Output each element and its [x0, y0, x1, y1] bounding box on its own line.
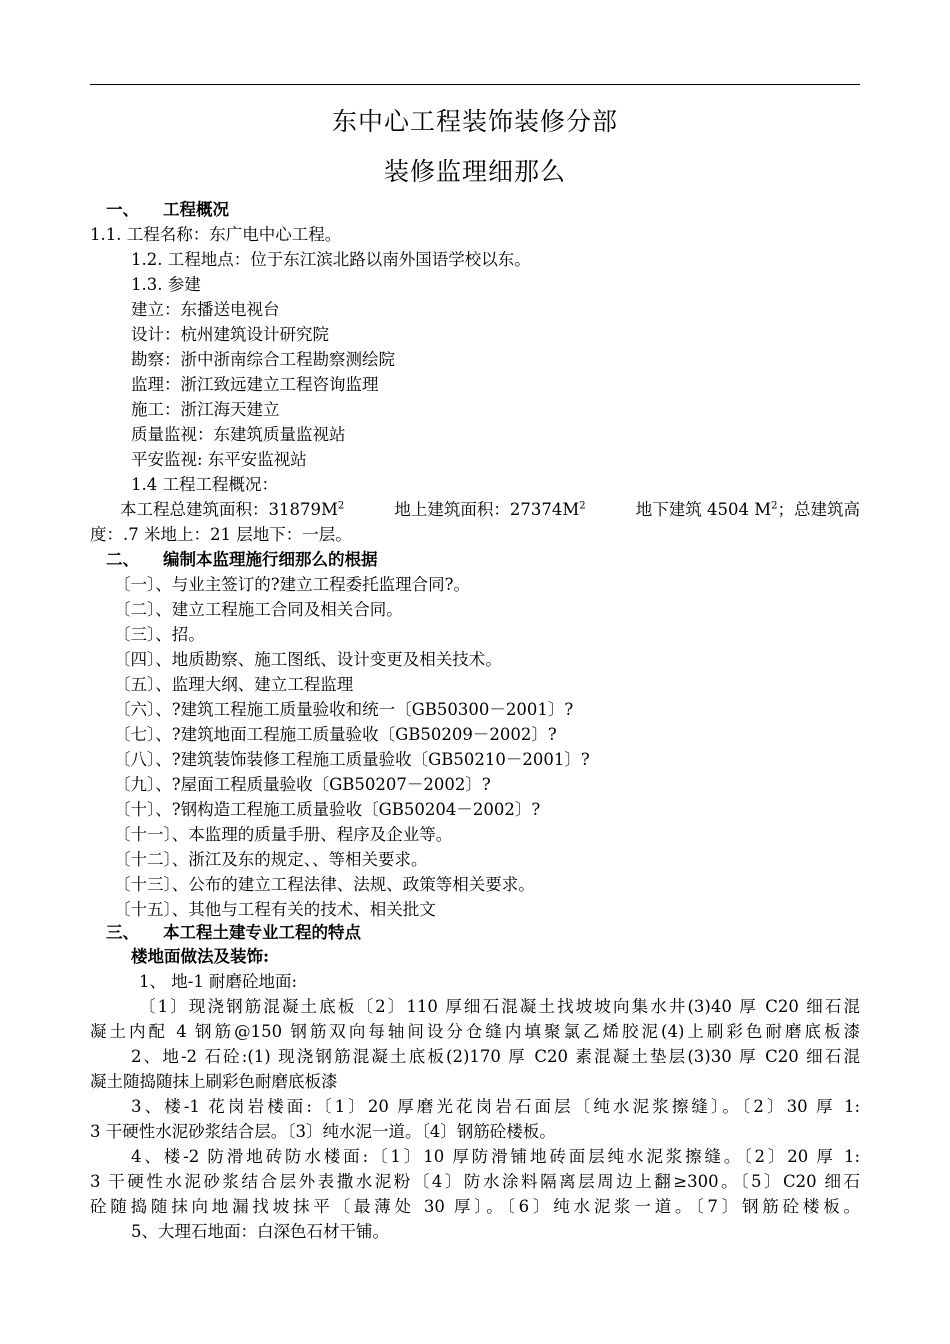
- section3-heading: 本工程土建专业工程的特点: [163, 923, 361, 942]
- party-supervision: 监理：浙江致远建立工程咨询监理: [131, 375, 379, 394]
- party-client: 建立：东播送电视台: [131, 300, 280, 319]
- floor-item-line: 砼随捣随抹向地漏找坡抹平〔最薄处 30 厚〕。〔6〕纯水泥浆一道。〔7〕钢筋砼楼板。: [90, 1197, 860, 1216]
- overview-line-1: [90, 498, 860, 522]
- party-design: 设计：杭州建筑设计研究院: [131, 325, 329, 344]
- floor-item-line: 2、地-2 石砼:(1) 现浇钢筋混凝土底板(2)170 厚 C20 素混凝土垫层(3)30 厚 C20 细石混: [131, 1047, 860, 1066]
- section1-heading-number: 一、: [106, 200, 139, 219]
- basis-item: 〔六〕、?建筑工程施工质量验收和统一〔GB50300－2001〕?: [114, 700, 574, 719]
- floor-item-line: 3 干硬性水泥砂浆结合层。〔3〕纯水泥一道。〔4〕钢筋砼楼板。: [90, 1122, 556, 1141]
- document-title: 东中心工程装饰装修分部: [331, 107, 618, 136]
- basis-item: 〔三〕、招。: [114, 625, 205, 644]
- overview-line-2: 度：.7 米地上：21 层地下：一层。: [90, 525, 352, 544]
- overview-total-area: 本工程总建筑面积：$31879M^2$: [120, 500, 345, 519]
- basis-item: 〔十三〕、公布的建立工程法律、法规、政策等相关要求。: [114, 875, 535, 894]
- basis-item: 〔九〕、?屋面工程质量验收〔GB50207－2002〕?: [114, 775, 491, 794]
- section3-heading-number: 三、: [106, 923, 139, 942]
- floor-item-line: 1、 地-1 耐磨砼地面:: [139, 972, 298, 991]
- section1-heading: 工程概况: [163, 200, 229, 219]
- party-safety-monitor: 平安监视: 东平安监视站: [131, 450, 307, 469]
- item-1-3: 1.3. 参建: [131, 275, 201, 294]
- section2-heading: 编制本监理施行细那么的根据: [163, 550, 378, 569]
- item-1-4: 1.4 工程工程概况：: [131, 475, 278, 494]
- header-rule: [90, 84, 860, 85]
- basis-item: 〔八〕、?建筑装饰装修工程施工质量验收〔GB50210－2001〕?: [114, 750, 590, 769]
- section3-subheading: 楼地面做法及装饰:: [131, 947, 270, 966]
- floor-item-line: 凝土内配 4 钢筋@150 钢筋双向每轴间设分仓缝内填聚氯乙烯胶泥(4)上刷彩色耐磨底板漆: [90, 1022, 860, 1041]
- basis-item: 〔七〕、?建筑地面工程施工质量验收〔GB50209－2002〕?: [114, 725, 557, 744]
- basis-item: 〔十一〕、本监理的质量手册、程序及企业等。: [114, 825, 453, 844]
- floor-item-line: 5、大理石地面：白深色石材干铺。: [131, 1222, 389, 1241]
- item-1-2: 1.2. 工程地点：位于东江滨北路以南外国语学校以东。: [131, 250, 531, 269]
- item-1-1: 1.1. 工程名称：东广电中心工程。: [90, 225, 342, 244]
- party-survey: 勘察：浙中浙南综合工程勘察测绘院: [131, 350, 395, 369]
- basis-item: 〔二〕、建立工程施工合同及相关合同。: [114, 600, 403, 619]
- section2-heading-number: 二、: [106, 550, 139, 569]
- party-quality-monitor: 质量监视：东建筑质量监视站: [131, 425, 346, 444]
- basis-item: 〔十二〕、浙江及东的规定、、等相关要求。: [114, 850, 428, 869]
- basis-item: 〔一〕、与业主签订的?建立工程委托监理合同?。: [114, 575, 470, 594]
- overview-underground: 地下建筑 4504 $M^2$；总建筑高: [635, 500, 860, 519]
- basis-item: 〔十五〕、其他与工程有关的技术、相关批文: [114, 900, 436, 919]
- floor-item-line: 〔1〕现浇钢筋混凝土底板〔2〕110 厚细石混凝土找坡坡向集水井(3)40 厚 C20 细石混: [139, 997, 860, 1016]
- overview-above-ground: 地上建筑面积：$27374M^2$: [394, 500, 586, 519]
- basis-item: 〔四〕、地质勘察、施工图纸、设计变更及相关技术。: [114, 650, 502, 669]
- floor-item-line: 4、楼-2 防滑地砖防水楼面:〔1〕10 厚防滑铺地砖面层纯水泥浆擦缝。〔2〕20 厚 1:: [131, 1147, 860, 1166]
- party-construction: 施工：浙江海天建立: [131, 400, 280, 419]
- floor-item-line: 3、楼-1 花岗岩楼面:〔1〕20 厚磨光花岗岩石面层〔纯水泥浆擦缝〕。〔2〕30 厚 1:: [131, 1097, 860, 1116]
- document-subtitle: 装修监理细那么: [383, 157, 566, 186]
- floor-item-line: 凝土随捣随抹上刷彩色耐磨底板漆: [90, 1072, 338, 1091]
- basis-item: 〔五〕、监理大纲、建立工程监理: [114, 675, 354, 694]
- basis-item: 〔十〕、?钢构造工程施工质量验收〔GB50204－2002〕?: [114, 800, 541, 819]
- floor-item-line: 3 干硬性水泥砂浆结合层外表撒水泥粉〔4〕防水涂料隔离层周边上翻≥300。〔5〕C20 细石: [90, 1172, 860, 1191]
